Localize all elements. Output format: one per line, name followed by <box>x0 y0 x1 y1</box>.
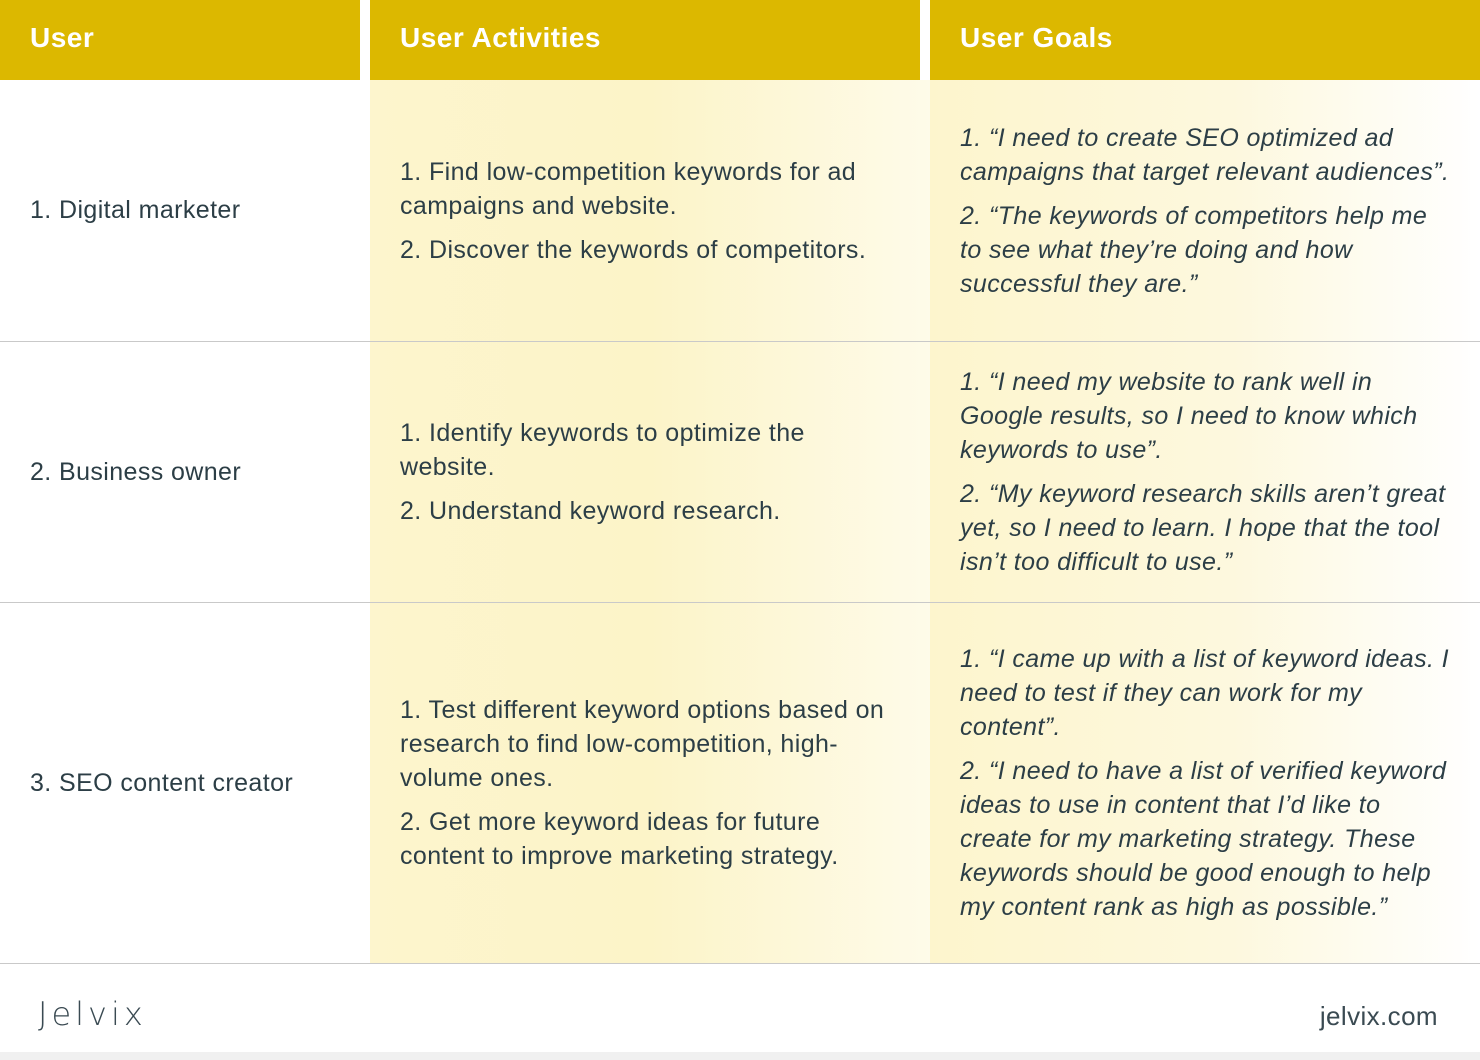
jelvix-logo: Jelvix <box>38 995 147 1033</box>
table-header <box>0 0 1480 80</box>
activities-cell <box>370 80 930 341</box>
user-cell <box>0 80 370 341</box>
activity-item: 1. Identify keywords to optimize the website. <box>400 419 805 481</box>
goals-cell <box>930 342 1480 602</box>
user-cell <box>0 342 370 602</box>
column-header-activities: User Activities <box>370 0 920 80</box>
user-cell <box>0 603 370 963</box>
activity-item: 2. Understand keyword research. <box>400 497 781 525</box>
footer <box>0 965 1480 1060</box>
column-header-goals: User Goals <box>930 0 1480 80</box>
goal-item: 2. “The keywords of competitors help me to see what they’re doing and how successful they are.” <box>960 201 1428 298</box>
table-row <box>0 342 1480 603</box>
activities-cell <box>370 342 930 602</box>
activity-item: 2. Discover the keywords of competitors. <box>400 235 867 264</box>
goal-item: 1. “I need to create SEO optimized ad campaigns that target relevant audiences”. <box>960 123 1450 186</box>
website-url: jelvix.com <box>1319 1001 1438 1031</box>
activity-item: 1. Find low-competition keywords for ad campaigns and website. <box>400 157 857 220</box>
activity-item: 1. Test different keyword options based on research to find low-competition, high-volume ones. <box>400 696 885 792</box>
table-row <box>0 80 1480 342</box>
column-header-user: User <box>0 0 360 80</box>
goal-item: 1. “I came up with a list of keyword ideas. I need to test if they can work for my content”. <box>960 645 1450 741</box>
activity-item: 2. Get more keyword ideas for future content to improve marketing strategy. <box>400 808 839 870</box>
user-label: 1. Digital marketer <box>30 196 241 224</box>
goal-item: 2. “I need to have a list of verified keyword ideas to use in content that I’d like to create for my marketing strategy. These keywords should be good enough to help my content rank as high as possible.” <box>960 757 1447 921</box>
goal-item: 2. “My keyword research skills aren’t great yet, so I need to learn. I hope that the tool isn’t too difficult to use.” <box>960 480 1446 576</box>
user-label: 2. Business owner <box>30 457 242 486</box>
goals-cell <box>930 603 1480 963</box>
activities-cell <box>370 603 930 963</box>
footer-divider <box>0 1052 1480 1060</box>
table-row <box>0 603 1480 964</box>
user-label: 3. SEO content creator <box>30 768 294 797</box>
goals-cell <box>930 80 1480 341</box>
goal-item: 1. “I need my website to rank well in Google results, so I need to know which keywords to use”. <box>960 368 1418 464</box>
